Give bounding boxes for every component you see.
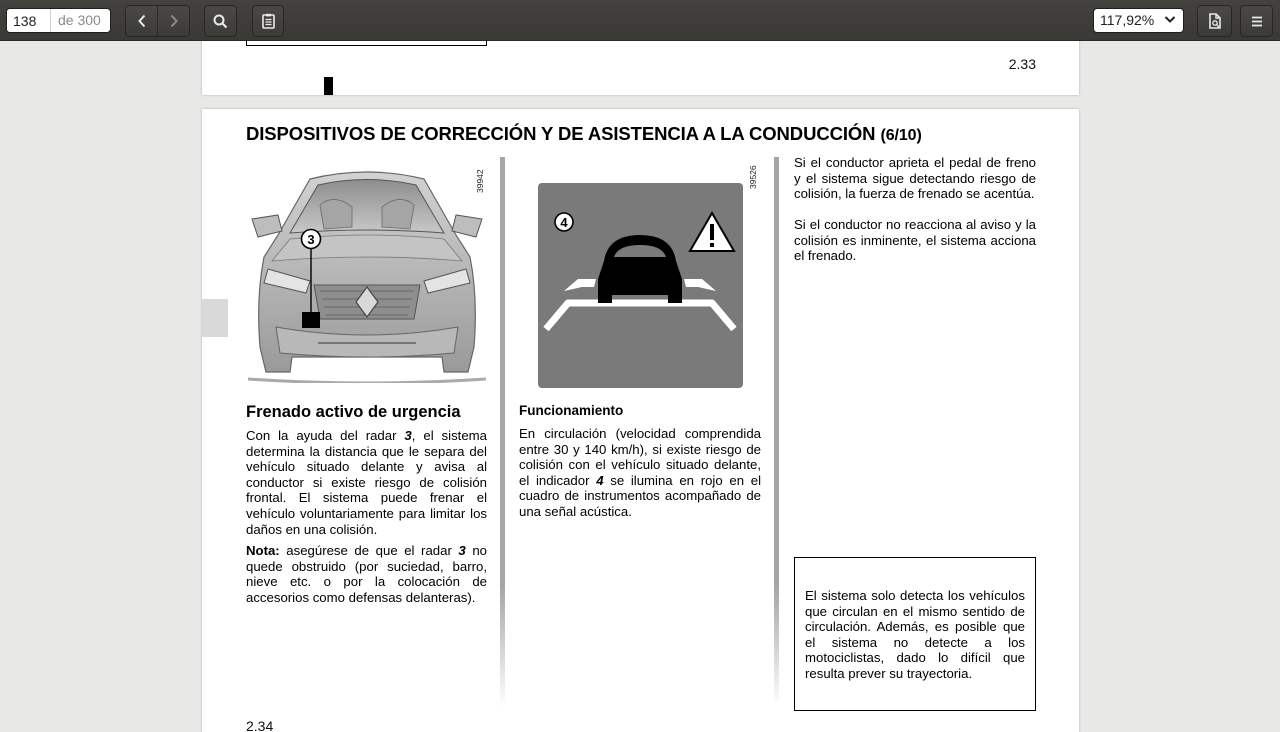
page-number: 2.34 <box>246 718 274 732</box>
page-number-previous: 2.33 <box>1008 56 1036 72</box>
col3-paragraph-1: Si el conductor aprieta el pedal de freno y el sistema sigue detectando riesgo de colisión, la fuerza de frenado se acentúa. <box>794 155 1036 202</box>
menu-icon <box>1251 16 1263 27</box>
clipboard-icon <box>262 13 275 29</box>
zoom-value: 117,92% <box>1100 12 1155 28</box>
framed-box-bottom <box>246 41 487 46</box>
chevron-right-icon <box>169 14 179 28</box>
viewer-toolbar <box>0 0 1280 41</box>
document-page <box>202 109 1079 732</box>
column-divider-1 <box>500 157 505 707</box>
document-properties-button[interactable] <box>1197 5 1232 37</box>
search-icon <box>213 14 228 29</box>
col1-paragraph: Con la ayuda del radar 3, el sistema determina la distancia que le separa del vehículo situado delante y avisa al conductor si existe riesgo de colisión frontal. El sistema puede frenar el vehículo voluntariamente para limitar los daños en una colisión. <box>246 428 487 537</box>
figure1-label: 3 <box>307 232 315 247</box>
collision-warning-illustration <box>538 183 743 388</box>
figure1-code: 39942 <box>475 169 485 193</box>
search-button[interactable] <box>204 5 237 37</box>
car-front-radar-illustration <box>248 157 486 383</box>
page-number-input[interactable] <box>7 9 51 32</box>
col1-note: Nota: asegúrese de que el radar 3 no quede obstruido (por suciedad, barro, nieve etc. o por la colocación de accesorios como defensas delanteras). <box>246 543 487 605</box>
section-tab <box>202 299 228 337</box>
chevron-left-icon <box>137 14 147 28</box>
document-viewer[interactable] <box>0 41 1280 732</box>
section-heading-funcionamiento: Funcionamiento <box>519 403 624 418</box>
document-icon <box>1208 13 1222 29</box>
chevron-down-icon <box>1164 15 1176 24</box>
zoom-select[interactable] <box>1093 8 1184 33</box>
page-navigator <box>6 8 111 33</box>
col3-paragraph-2: Si el conductor no reacciona al aviso y la colisión es inminente, el sistema acciona el frenado. <box>794 217 1036 264</box>
section-heading-frenado: Frenado activo de urgencia <box>246 403 461 421</box>
page-nav-group <box>125 5 190 37</box>
document-page-previous <box>202 41 1079 95</box>
sidebar-toggle-button[interactable] <box>252 5 284 37</box>
figure2-label: 4 <box>560 215 568 230</box>
page-title-part: (6/10) <box>880 127 922 144</box>
page-total: de 300 <box>58 12 101 28</box>
next-page-button[interactable] <box>157 6 189 36</box>
figure2-code: 39526 <box>748 165 758 189</box>
previous-page-button[interactable] <box>126 6 157 36</box>
boxed-note <box>794 557 1036 711</box>
page-marker <box>324 77 333 95</box>
boxed-note-text: El sistema solo detecta los vehículos que circulan en el mismo sentido de circulación. Además, es posible que el sistema no detecte a los motociclistas, dado lo difícil que resulta prever su trayectoria. <box>805 588 1025 681</box>
col2-paragraph: En circulación (velocidad comprendida entre 30 y 140 km/h), si existe riesgo de colisión con el vehículo situado delante, el indicador 4 se ilumina en rojo en el cuadro de instrumentos acompañado de una señal acústica. <box>519 426 762 519</box>
column-divider-2 <box>774 157 779 707</box>
page-title <box>246 123 922 145</box>
menu-button[interactable] <box>1240 5 1273 37</box>
page-title-text: DISPOSITIVOS DE CORRECCIÓN Y DE ASISTENCIA A LA CONDUCCIÓN <box>246 123 876 144</box>
